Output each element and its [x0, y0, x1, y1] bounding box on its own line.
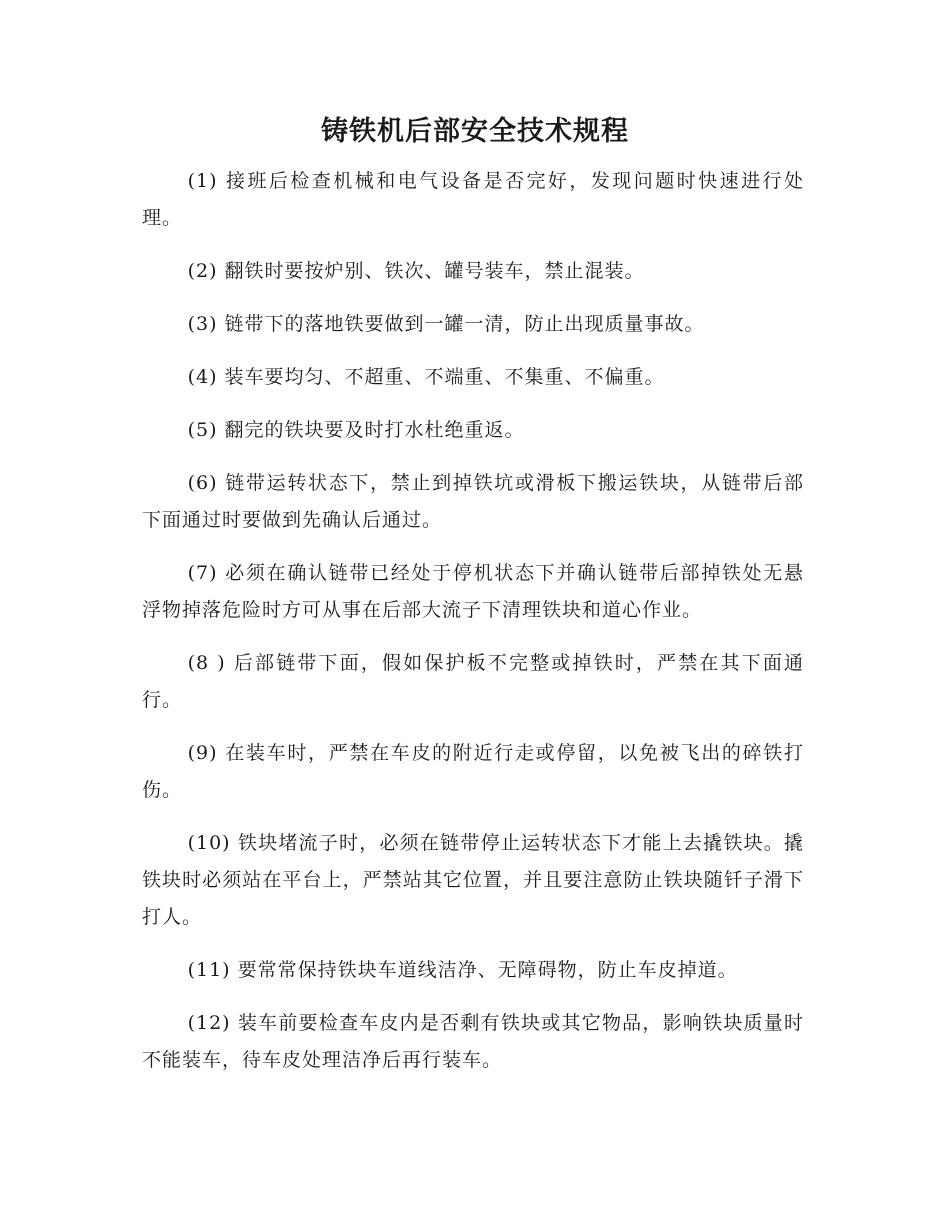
- rule-paragraph-1: (1) 接班后检查机械和电气设备是否完好，发现问题时快速进行处理。: [142, 170, 804, 229]
- rule-paragraph-3: (3) 链带下的落地铁要做到一罐一清，防止出现质量事故。: [187, 313, 705, 335]
- rule-paragraph-10: (10) 铁块堵流子时，必须在链带停止运转状态下才能上去撬铁块。撬铁块时必须站在平台上，严禁站其它位置，并且要注意防止铁块随钎子滑下打人。: [142, 832, 804, 928]
- rule-paragraph-4: (4) 装车要均匀、不超重、不端重、不集重、不偏重。: [187, 366, 665, 388]
- document-title: 铸铁机后部安全技术规程: [321, 116, 629, 147]
- rule-paragraph-12: (12) 装车前要检查车皮内是否剩有铁块或其它物品，影响铁块质量时不能装车，待车皮处理洁净后再行装车。: [142, 1012, 804, 1071]
- rule-paragraph-8: (8 ) 后部链带下面，假如保护板不完整或掉铁时，严禁在其下面通行。: [142, 652, 804, 711]
- rule-paragraph-6: (6) 链带运转状态下，禁止到掉铁坑或滑板下搬运铁块，从链带后部下面通过时要做到先确认后通过。: [142, 472, 804, 531]
- rule-paragraph-11: (11) 要常常保持铁块车道线洁净、无障碍物，防止车皮掉道。: [187, 959, 738, 981]
- rule-paragraph-2: (2) 翻铁时要按炉别、铁次、罐号装车，禁止混装。: [187, 260, 645, 282]
- rule-paragraph-9: (9) 在装车时，严禁在车皮的附近行走或停留，以免被飞出的碎铁打伤。: [142, 742, 804, 801]
- rule-paragraph-7: (7) 必须在确认链带已经处于停机状态下并确认链带后部掉铁处无悬浮物掉落危险时方可从事在后部大流子下清理铁块和道心作业。: [142, 562, 804, 621]
- rule-paragraph-5: (5) 翻完的铁块要及时打水杜绝重返。: [187, 419, 525, 441]
- document-body: [142, 163, 804, 1095]
